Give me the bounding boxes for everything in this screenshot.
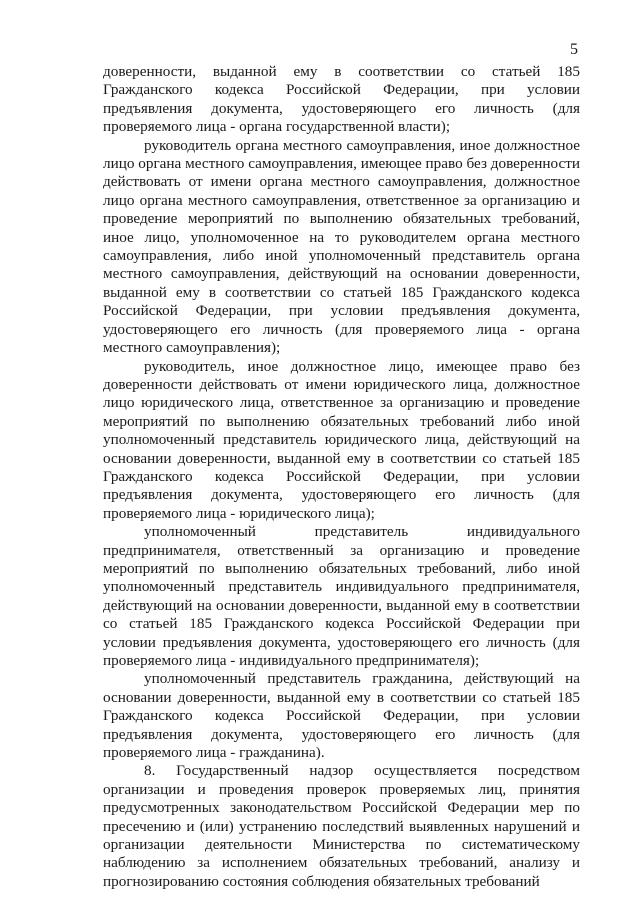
paragraph-6-section-8: 8. Государственный надзор осуществляется посредством организации и проведения проверок проверяемых лиц, принятия предусмотренных законодательством Российской Федерации мер по пресечению и (или) устранению последствий выявленных нарушений и организации деятельности Министерства по систематическому наблюдению за исполнением обязательных требований, анализу и прогнозированию состояния соблюдения обязательных требований	[103, 762, 580, 890]
paragraph-3: руководитель, иное должностное лицо, имеющее право без доверенности действовать от имени юридического лица, должностное лицо юридического лица, ответственное за организацию и проведение мероприятий по выполнению обязательных требований либо иной уполномоченный представитель юридического лица, действующий на основании доверенности, выданной ему в соответствии со статьей 185 Гражданского кодекса Российской Федерации, при условии предъявления документа, удостоверяющего его личность (для проверяемого лица - юридического лица);	[103, 357, 580, 522]
paragraph-5: уполномоченный представитель гражданина, действующий на основании доверенности, выданной ему в соответствии со статьей 185 Гражданского кодекса Российской Федерации, при условии предъявления документа, удостоверяющего его личность (для проверяемого лица - гражданина).	[103, 670, 580, 762]
paragraph-4: уполномоченный представитель индивидуального предпринимателя, ответственный за организацию и проведение мероприятий по выполнению обязательных требований, либо иной уполномоченный представитель индивидуального предпринимателя, действующий на основании доверенности, выданной ему в соответствии со статьей 185 Гражданского кодекса Российской Федерации при условии предъявления документа, удостоверяющего его личность (для проверяемого лица - индивидуального предпринимателя);	[103, 523, 580, 669]
page-number: 5	[570, 41, 578, 58]
paragraph-2: руководитель органа местного самоуправления, иное должностное лицо органа местного самоуправления, имеющее право без доверенности действовать от имени органа местного самоуправления, должностное лицо органа местного самоуправления, ответственное за организацию и проведение мероприятий по выполнению обязательных требований, иное лицо, уполномоченное на то руководителем органа местного самоуправления, либо иной уполномоченный представитель органа местного самоуправления, действующий на основании доверенности, выданной ему в соответствии со статьей 185 Гражданского кодекса Российской Федерации, при условии предъявления документа, удостоверяющего его личность (для проверяемого лица - органа местного самоуправления);	[103, 136, 580, 357]
document-body	[103, 63, 580, 891]
paragraph-1: доверенности, выданной ему в соответствии со статьей 185 Гражданского кодекса Российской Федерации, при условии предъявления документа, удостоверяющего его личность (для проверяемого лица - органа государственной власти);	[103, 63, 580, 136]
